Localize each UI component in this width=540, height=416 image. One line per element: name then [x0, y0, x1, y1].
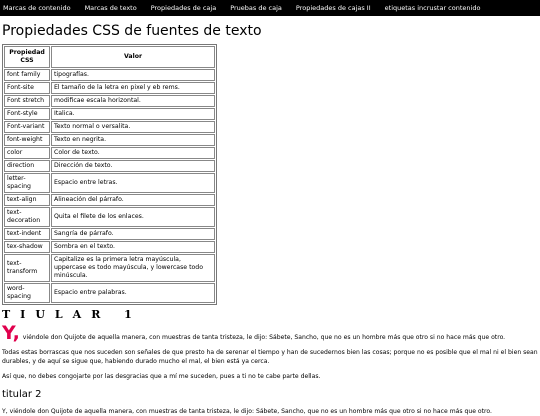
table-row	[4, 254, 215, 282]
paragraph-borrascas: Todas estas borrascas que nos suceden son señales de que presto ha de serenar el tiempo y han de sucedernos bien las cosas; porque no es posible que el mal ni el bien sean durables, y de aquí se sigue que, habiendo durado mucho el mal, el bien está ya cerca.	[2, 349, 538, 365]
table-row	[4, 194, 215, 206]
value-cell: Espacio entre letras.	[51, 173, 215, 193]
table-row	[4, 228, 215, 240]
css-properties-table	[2, 44, 217, 305]
property-cell: word-spacing	[4, 283, 50, 303]
table-row	[4, 95, 215, 107]
page-title: Propiedades CSS de fuentes de texto	[2, 23, 262, 39]
value-cell: Dirección de texto.	[51, 160, 215, 172]
property-cell: text-transform	[4, 254, 50, 282]
property-cell: Font-variant	[4, 121, 50, 133]
drop-cap-letter: Y,	[2, 322, 20, 344]
nav-link-propiedades-de-caja[interactable]: Propiedades de caja	[150, 4, 217, 12]
table-row	[4, 147, 215, 159]
nav-link-etiquetas-incrustar-contenido[interactable]: etiquetas incrustar contenido	[384, 4, 481, 12]
table-row	[4, 241, 215, 253]
nav-link-marcas-de-contenido[interactable]: Marcas de contenido	[3, 4, 71, 12]
section-heading-titular-1: TIULAR 1	[2, 308, 142, 321]
value-cell: Texto normal o versalita.	[51, 121, 215, 133]
paragraph-quijote-intro	[2, 322, 538, 344]
value-cell: Italica.	[51, 108, 215, 120]
property-cell: text-indent	[4, 228, 50, 240]
table-row	[4, 173, 215, 193]
property-cell: font family	[4, 69, 50, 81]
value-cell: Sangría de párrafo.	[51, 228, 215, 240]
nav-link-pruebas-de-caja[interactable]: Pruebas de caja	[230, 4, 282, 12]
property-cell: Font stretch	[4, 95, 50, 107]
property-cell: font-weight	[4, 134, 50, 146]
property-cell: Font-site	[4, 82, 50, 94]
value-cell: modificae escala horizontal.	[51, 95, 215, 107]
property-cell: tex-shadow	[4, 241, 50, 253]
value-cell: Capitalize es la primera letra mayúscula, uppercase es todo mayúscula, y lowercase todo minúscula.	[51, 254, 215, 282]
table-row	[4, 108, 215, 120]
nav-link-marcas-de-texto[interactable]: Marcas de texto	[84, 4, 137, 12]
section-heading-titular-2: titular 2	[2, 389, 42, 400]
paragraph-congojarte: Así que, no debes congojarte por las desgracias que a mí me suceden, pues a ti no te cabe parte dellas.	[2, 373, 321, 380]
property-cell: color	[4, 147, 50, 159]
property-cell: direction	[4, 160, 50, 172]
value-cell: Texto en negrita.	[51, 134, 215, 146]
top-navigation	[0, 0, 540, 16]
property-cell: Font-style	[4, 108, 50, 120]
paragraph-text: viéndole don Quijote de aquella manera, con muestras de tanta tristeza, le dijo: Sábete, Sancho, que no es un hombre más que otro si no hace más que otro.	[20, 334, 506, 341]
value-cell: Quita el filete de los enlaces.	[51, 207, 215, 227]
table-row	[4, 134, 215, 146]
table-row	[4, 121, 215, 133]
nav-link-propiedades-de-cajas-ii[interactable]: Propiedades de cajas II	[295, 4, 371, 12]
table-header-row	[4, 46, 215, 68]
value-cell: Espacio entre palabras.	[51, 283, 215, 303]
table-row	[4, 283, 215, 303]
property-cell: text-decoration	[4, 207, 50, 227]
property-cell: letter-spacing	[4, 173, 50, 193]
property-cell: text-align	[4, 194, 50, 206]
value-cell: Alineación del párrafo.	[51, 194, 215, 206]
value-cell: El tamaño de la letra en pixel y eb rems.	[51, 82, 215, 94]
paragraph-quijote-repeat: Y, viéndole don Quijote de aquella manera, con muestras de tanta tristeza, le dijo: Sábete, Sancho, que no es un hombre más que otro si no hace más que otro.	[2, 408, 492, 415]
table-row	[4, 82, 215, 94]
table-row	[4, 69, 215, 81]
column-header-property: Propiedad CSS	[4, 46, 50, 68]
table-row	[4, 207, 215, 227]
value-cell: Sombra en el texto.	[51, 241, 215, 253]
value-cell: Color de texto.	[51, 147, 215, 159]
value-cell: tipografías.	[51, 69, 215, 81]
column-header-value: Valor	[51, 46, 215, 68]
table-row	[4, 160, 215, 172]
